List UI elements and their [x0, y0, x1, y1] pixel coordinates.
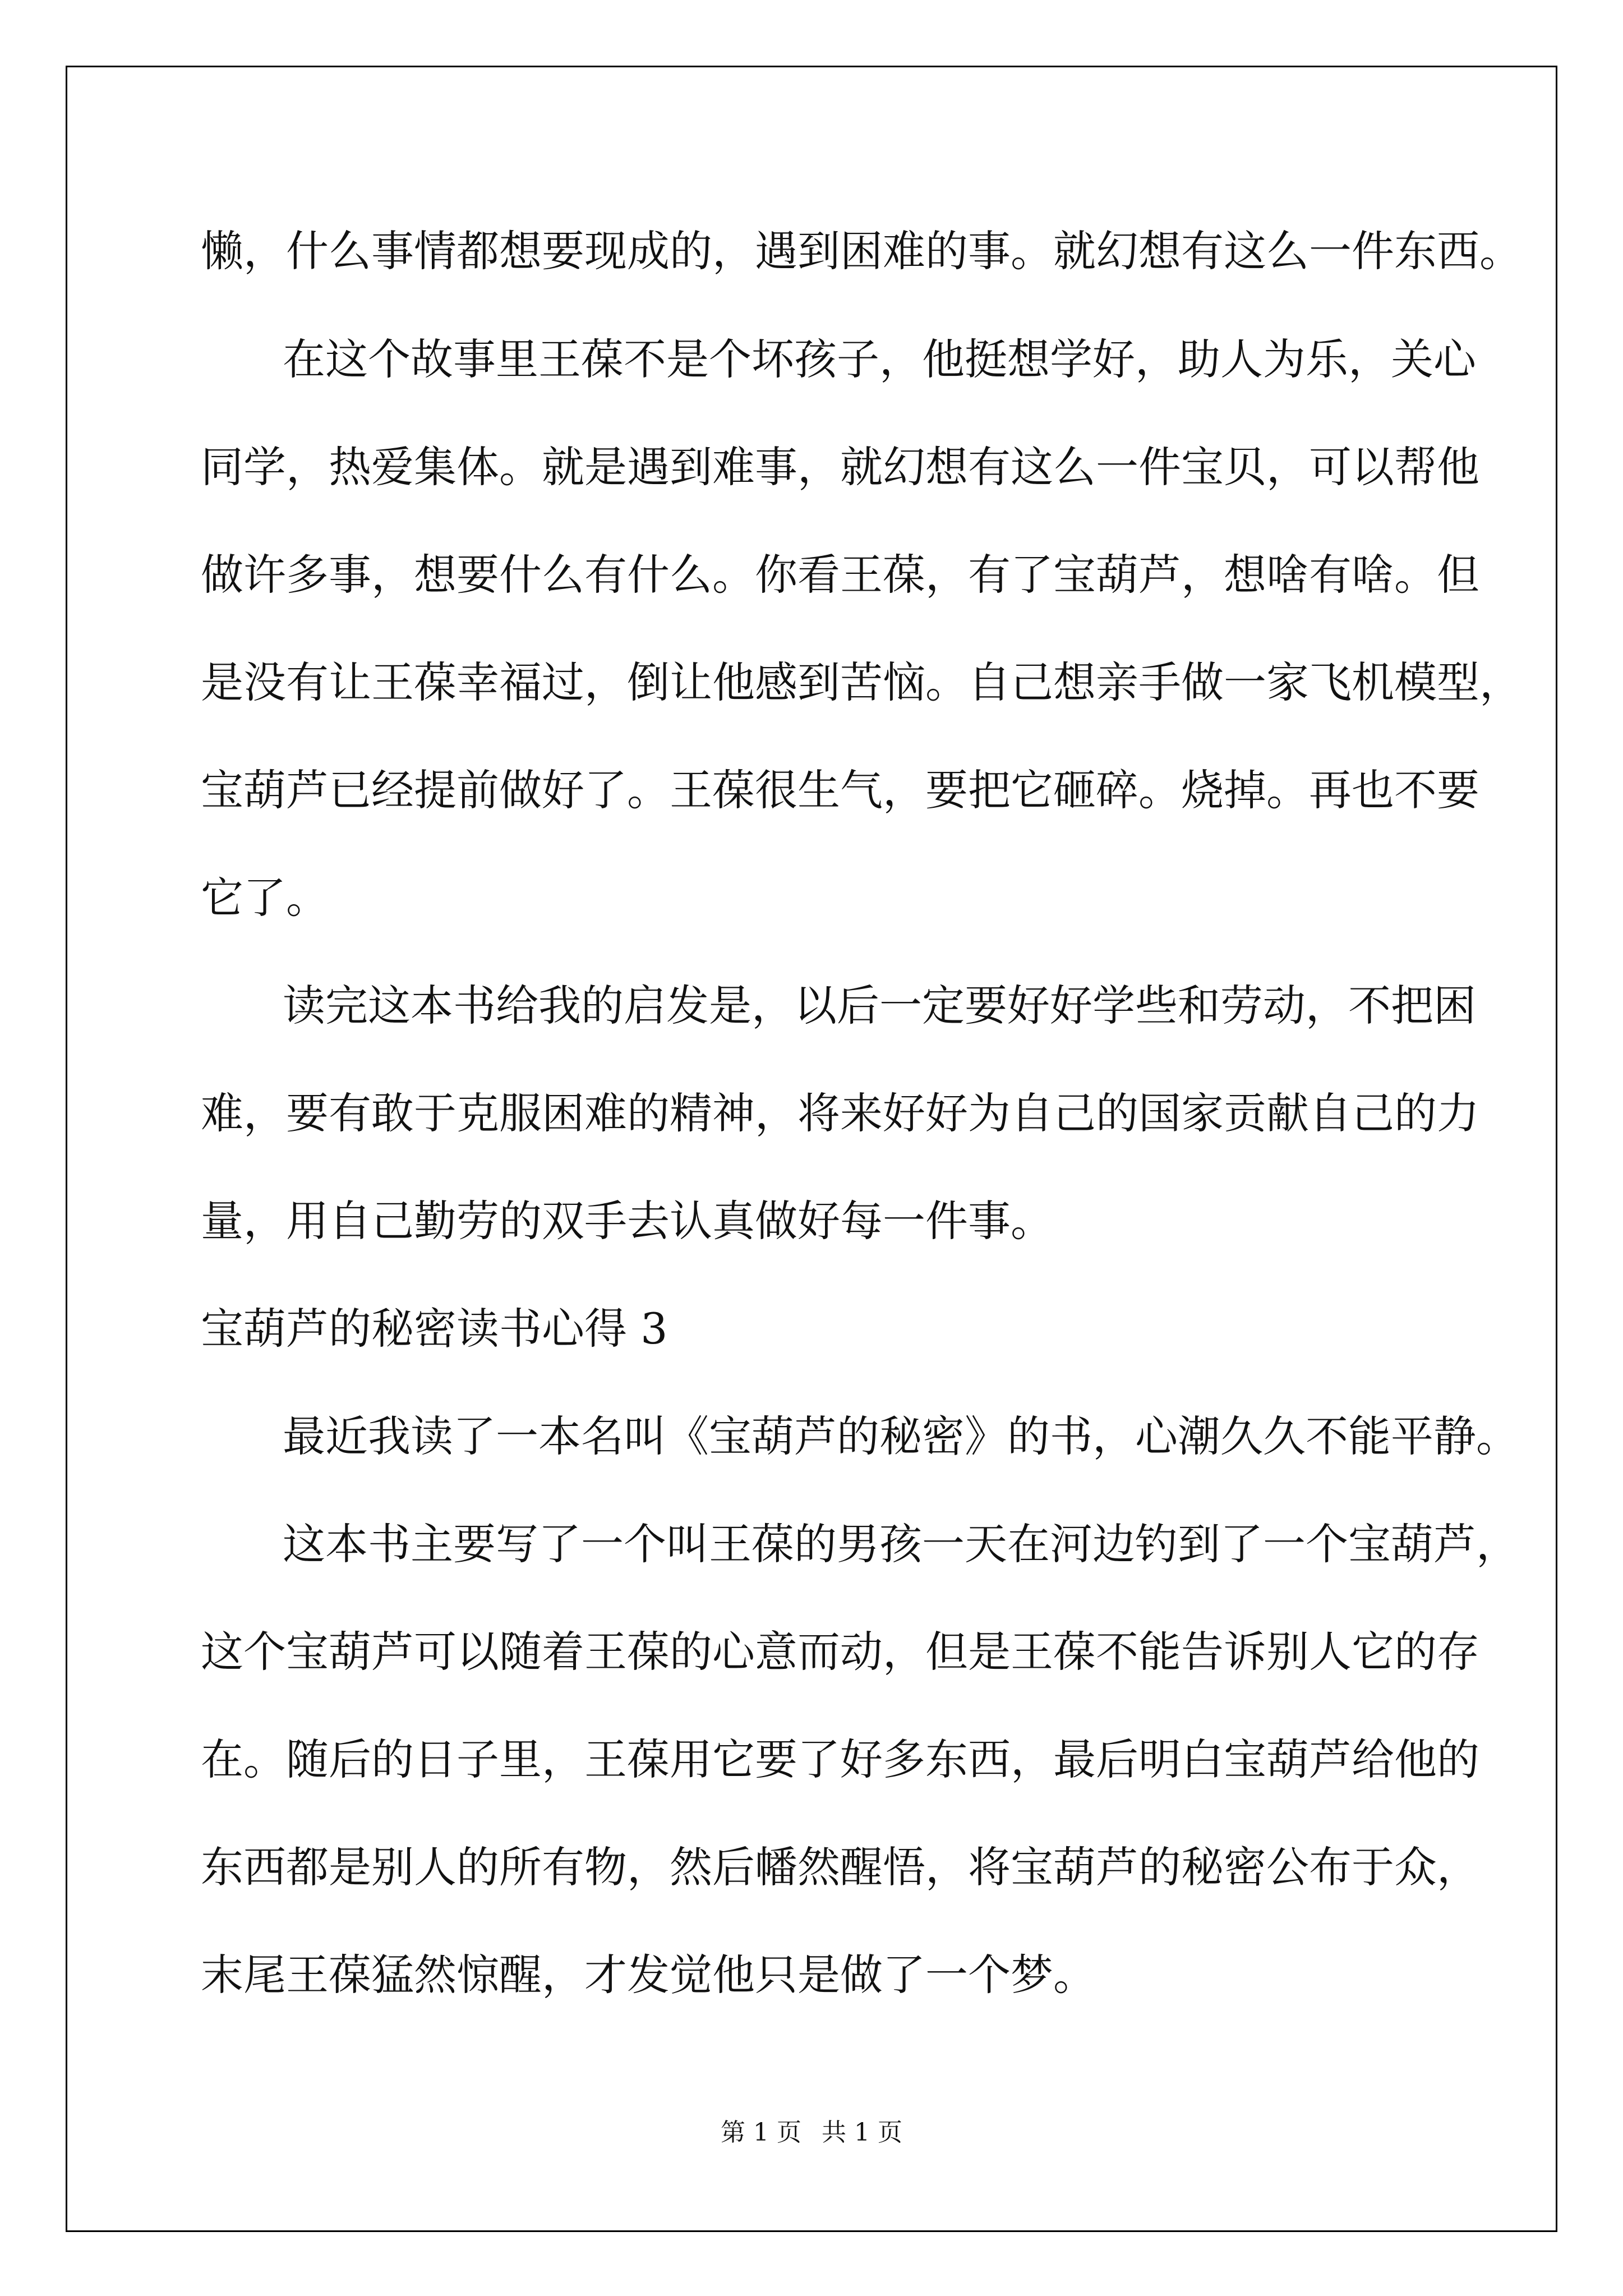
page-number: 第 1 页: [721, 2118, 801, 2147]
paragraph-line: 做许多事，想要什么有什么。你看王葆，有了宝葫芦，想啥有啥。但: [201, 550, 1479, 600]
paragraph-line: 它了。: [201, 873, 329, 923]
paragraph-line: 是没有让王葆幸福过，倒让他感到苦恼。自己想亲手做一家飞机模型，: [201, 657, 1522, 707]
paragraph-line: 末尾王葆猛然惊醒，才发觉他只是做了一个梦。: [201, 1950, 1096, 2000]
paragraph-line: 最近我读了一本名叫《宝葫芦的秘密》的书，心潮久久不能平静。: [283, 1411, 1519, 1461]
paragraph-line: 懒，什么事情都想要现成的，遇到困难的事。就幻想有这么一件东西。: [201, 226, 1522, 276]
page-footer: [0, 2120, 1623, 2145]
paragraph-line: 难，要有敢于克服困难的精神，将来好好为自己的国家贡献自己的力: [201, 1088, 1479, 1138]
paragraph-line: 宝葫芦已经提前做好了。王葆很生气，要把它砸碎。烧掉。再也不要: [201, 765, 1479, 815]
paragraph-line: 这本书主要写了一个叫王葆的男孩一天在河边钓到了一个宝葫芦，: [283, 1519, 1519, 1569]
paragraph-line: 读完这本书给我的启发是，以后一定要好好学些和劳动，不把困: [283, 981, 1476, 1030]
page-border: [66, 66, 1557, 2232]
paragraph-line: 东西都是别人的所有物，然后幡然醒悟，将宝葫芦的秘密公布于众，: [201, 1842, 1479, 1892]
paragraph-line: 这个宝葫芦可以随着王葆的心意而动，但是王葆不能告诉别人它的存: [201, 1627, 1479, 1677]
paragraph-line: 在这个故事里王葆不是个坏孩子，他挺想学好，助人为乐，关心: [283, 334, 1476, 384]
paragraph-line: 量，用自己勤劳的双手去认真做好每一件事。: [201, 1196, 1053, 1246]
section-heading: 宝葫芦的秘密读书心得 3: [201, 1304, 668, 1354]
page-total: 共 1 页: [822, 2118, 902, 2147]
paragraph-line: 同学，热爱集体。就是遇到难事，就幻想有这么一件宝贝，可以帮他: [201, 442, 1479, 492]
paragraph-line: 在。随后的日子里，王葆用它要了好多东西，最后明白宝葫芦给他的: [201, 1734, 1479, 1784]
